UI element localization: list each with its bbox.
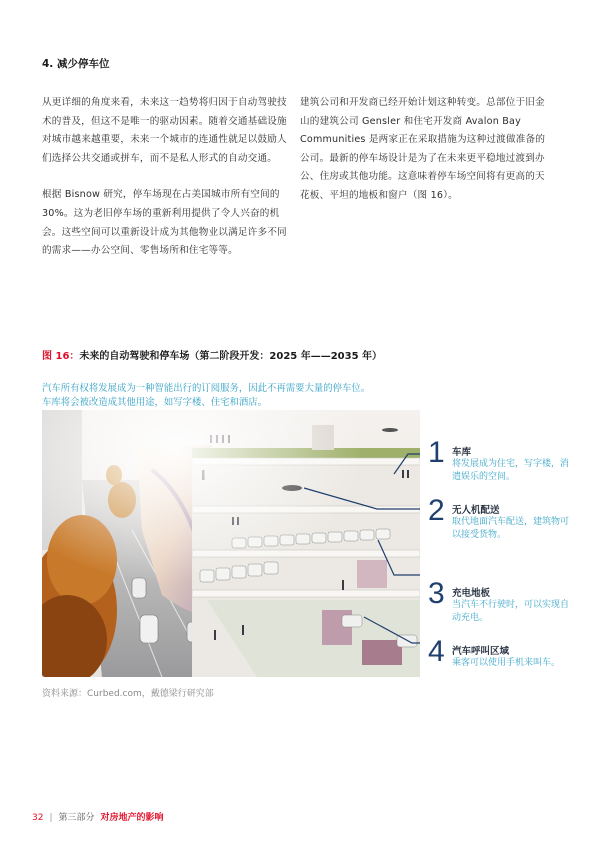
figure-number: 图 16： (42, 351, 80, 362)
callout-title: 无人机配送 (452, 505, 500, 516)
footer-part: 第三部分 (58, 813, 95, 823)
callout-title: 充电地板 (452, 588, 491, 599)
callout-description: 乘客可以使用手机来叫车。 (452, 658, 561, 668)
callout-description: 当汽车不行驶时，可以实现自动充电。 (452, 600, 570, 623)
page-footer (32, 810, 164, 823)
left-text-column (42, 94, 292, 279)
paragraph: 从更详细的角度来看，未来这一趋势将归因于自动驾驶技术的普及，但这不是唯一的驱动因素。随着交通基础设施对城市越来越重要，未来一个城市的连通性就足以鼓励人们选择公共交通或拼车，而不是私人形式的自动交通。 (42, 97, 287, 164)
right-text-column (300, 94, 552, 224)
figure-subtitle (42, 382, 462, 410)
section-heading: 4. 减少停车位 (42, 58, 110, 70)
page-number: 32 (32, 813, 44, 823)
callout-number: 4 (428, 635, 445, 668)
footer-separator: | (49, 813, 53, 823)
figure-subtitle-line: 汽车所有权将发展成为一种智能出行的订阅服务，因此不再需要大量的停车位。 (42, 383, 371, 394)
paragraph: 建筑公司和开发商已经开始计划这种转变。总部位于旧金山的建筑公司 Gensler 和住宅开发商 Avalon Bay Communities 是两家正在采取措施为这种过渡做准备的公司。最新的停车场设计是为了在未来更平稳地过渡到办公、住房或其他功能。这意味着停车场空间将有更高的天花板、平坦的地板和窗户（图 16）。 (300, 97, 546, 201)
paragraph: 根据 Bisnow 研究，停车场现在占美国城市所有空间的 30%。这为老旧停车场的重新利用提供了令人兴奋的机会。这些空间可以重新设计成为其他物业以满足许多不同的需求——办公空间、零售场所和住宅等等。 (42, 189, 287, 257)
figure-subtitle-line: 车库将会被改造成其他用途，如写字楼、住宅和酒店。 (42, 397, 268, 408)
callout-title: 车库 (452, 447, 472, 458)
callout-description: 取代地面汽车配送，建筑物可以接受货物。 (452, 517, 570, 540)
figure-title-text: 未来的自动驾驶和停车场（第二阶段开发：2025 年——2035 年） (79, 351, 383, 362)
callout-number: 2 (428, 494, 445, 527)
callout-number: 1 (428, 436, 445, 469)
figure-title (42, 347, 382, 362)
callout-number: 3 (428, 577, 445, 610)
callout-description: 将发展成为住宅，写字楼，消遣娱乐的空间。 (452, 459, 570, 482)
callout-title: 汽车呼叫区域 (452, 646, 510, 657)
figure-source: 资料来源：Curbed.com，戴德梁行研究部 (42, 689, 214, 699)
parking-garage-illustration (42, 410, 420, 677)
footer-part-title: 对房地产的影响 (100, 813, 164, 823)
